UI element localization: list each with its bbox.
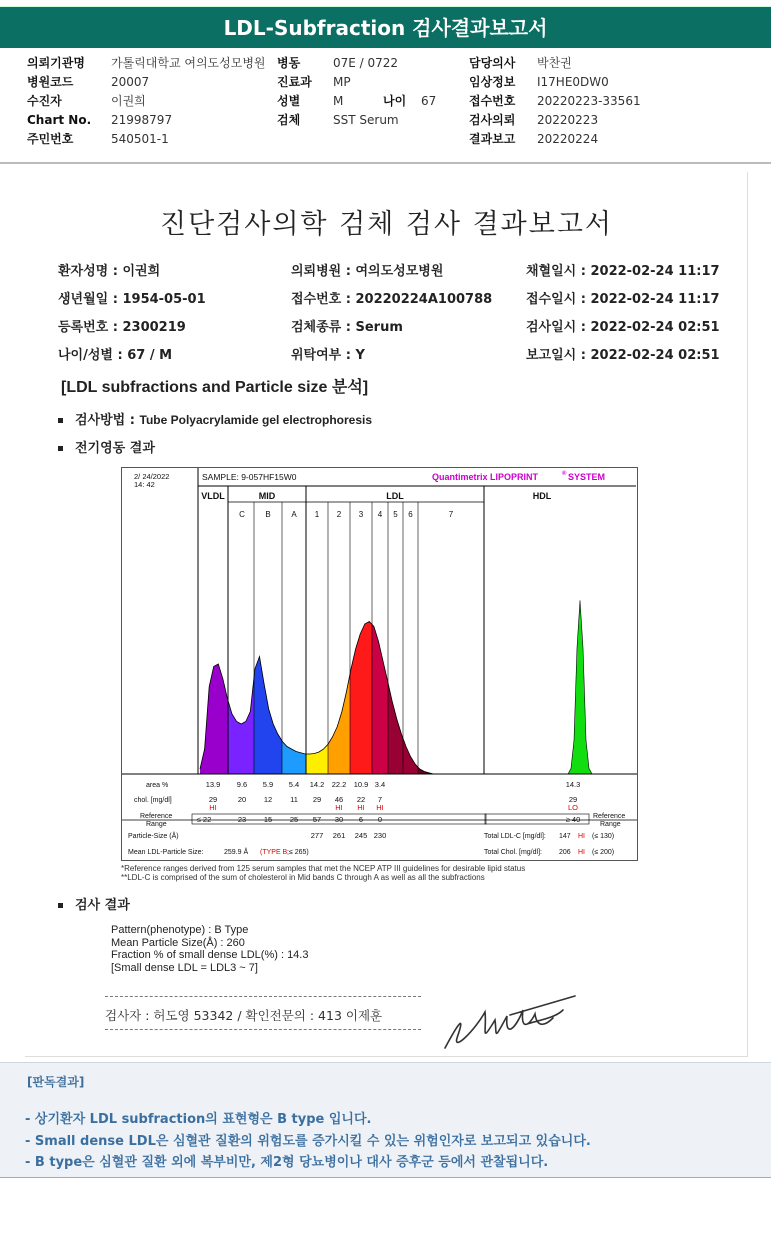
row-label-ref: Range <box>146 821 167 828</box>
band-label: 1 <box>314 510 320 519</box>
row-label-ref-right: Reference <box>593 813 626 820</box>
id-value: 540501-1 <box>111 132 169 146</box>
reference-value: 57 <box>312 815 322 824</box>
signature-image <box>435 990 585 1060</box>
signature-divider-top <box>105 996 421 997</box>
chart-area-segment <box>418 767 484 774</box>
chart-brand-mark: ® <box>562 471 567 477</box>
hdl-peak <box>568 600 592 774</box>
request-label: 검사의뢰 <box>469 113 516 127</box>
sex-value: M <box>333 94 344 108</box>
chol-value: 7 <box>377 795 383 804</box>
reference-value: 15 <box>263 815 273 824</box>
group-label: MID <box>258 491 276 501</box>
chart-time: 14: 42 <box>134 480 155 489</box>
result-bullet <box>58 894 130 913</box>
band-label: 7 <box>448 510 454 519</box>
mean-size-value: 259.9 Å <box>224 849 249 856</box>
interpretation-line-3: - B type은 심혈관 질환 외에 복부비만, 제2형 당뇨병이나 대사 증후군 등에서 관찰됩니다. <box>25 1155 549 1170</box>
doctor-label: 담당의사 <box>469 56 516 70</box>
total-chol-value: 206 <box>559 849 571 856</box>
group-label: HDL <box>532 491 552 501</box>
reference-value: 0 <box>377 815 383 824</box>
area-value: 9.6 <box>236 780 248 789</box>
total-chol-label: Total Chol. [mg/dl]: <box>484 849 542 856</box>
reference-value: ≤ 22 <box>196 815 212 824</box>
area-value: 3.4 <box>374 780 386 789</box>
band-label: 2 <box>336 510 342 519</box>
band-label: 6 <box>408 510 413 519</box>
section-heading: [LDL subfractions and Particle size 분석] <box>61 379 369 396</box>
receipt-value: 20220223-33561 <box>537 94 641 108</box>
chart-area-segment <box>350 622 372 774</box>
type-ref: ;≤ 265) <box>287 849 309 856</box>
receipt-label: 접수번호 <box>469 94 516 108</box>
band-label: B <box>265 510 271 519</box>
row-label-ref: Reference <box>140 813 173 820</box>
chart-brand-tail: SYSTEM <box>568 472 606 482</box>
report-date-value: 20220224 <box>537 132 599 146</box>
specimen-label: 검체 <box>277 113 301 127</box>
bullet-icon <box>58 903 63 908</box>
band-label: C <box>239 510 245 519</box>
band-label: 3 <box>358 510 364 519</box>
interpretation-heading: [판독결과] <box>27 1075 85 1089</box>
request-value: 20220223 <box>537 113 599 127</box>
chol-value: 46 <box>334 795 344 804</box>
footnote-1: *Reference ranges derived from 125 serum samples that met the NCEP ATP III guidelines for desirable lipid status <box>121 864 526 873</box>
hospital-label: 의뢰기관명 <box>27 56 85 70</box>
age-value: 67 <box>421 94 437 108</box>
reference-value: 23 <box>237 815 247 824</box>
report-title: 진단검사의학 검체 검사 결과보고서 <box>160 209 613 240</box>
reference-value: ≥ 40 <box>565 815 581 824</box>
reference-value: 6 <box>358 815 364 824</box>
outsourced: 위탁여부 : Y <box>291 348 365 363</box>
header-col-1 <box>27 54 266 149</box>
collected-time: 채혈일시 : 2022-02-24 11:17 <box>526 264 720 279</box>
code-value: 20007 <box>111 75 150 89</box>
band-label: 5 <box>393 510 398 519</box>
report-date-label: 결과보고 <box>469 132 516 146</box>
row-label-ref-right: Range <box>600 821 621 828</box>
ref-hospital: 의뢰병원 : 여의도성모병원 <box>291 264 444 279</box>
particle-size-value: 261 <box>332 831 346 840</box>
total-chol-ref: (≤ 200) <box>592 849 615 856</box>
total-ldl-label: Total LDL-C [mg/dl]: <box>484 833 546 840</box>
method-bullet <box>58 409 372 428</box>
results-block <box>111 924 308 974</box>
header-col-2 <box>277 54 436 130</box>
chart-sample: SAMPLE: 9-057HF15W0 <box>202 472 297 482</box>
received-time: 접수일시 : 2022-02-24 11:17 <box>526 292 720 307</box>
clinical-value: I17HE0DW0 <box>537 75 609 89</box>
tested-time: 검사일시 : 2022-02-24 02:51 <box>526 320 720 335</box>
page-title: LDL-Subfraction 검사결과보고서 <box>0 6 771 48</box>
chol-value: 29 <box>568 795 578 804</box>
chol-value: 20 <box>237 795 247 804</box>
chart-area-segment <box>306 744 328 774</box>
chart-date: 2/ 24/2022 <box>134 472 170 481</box>
ward-value: 07E / 0722 <box>333 56 399 70</box>
age-sex: 나이/성별 : 67 / M <box>58 348 173 363</box>
result-line: Pattern(phenotype) : B Type <box>111 924 249 936</box>
chol-value: 12 <box>263 795 273 804</box>
row-label-psize: Particle-Size (Å) <box>128 833 179 840</box>
chart-area-segment <box>254 658 282 774</box>
receipt-number: 접수번호 : 20220224A100788 <box>291 292 493 307</box>
interpretation-line-1: - 상기환자 LDL subfraction의 표현형은 B type 입니다. <box>25 1112 372 1127</box>
patient-value: 이권희 <box>111 94 146 108</box>
ward-label: 병동 <box>277 56 301 70</box>
footnote-2: **LDL-C is comprised of the sum of cholesterol in Mid bands C through A as well as all the subfractions <box>121 873 485 882</box>
result-label: 검사 결과 <box>75 898 130 913</box>
band-label: A <box>291 510 297 519</box>
band-label: 4 <box>377 510 383 519</box>
electro-label: 전기영동 결과 <box>75 441 155 456</box>
patient-label: 수진자 <box>27 94 62 108</box>
chart-brand: Quantimetrix LIPOPRINT <box>432 472 539 482</box>
area-value: 14.3 <box>565 780 581 789</box>
group-label: LDL <box>386 491 404 501</box>
chol-value: 29 <box>312 795 322 804</box>
total-ldl-value: 147 <box>559 833 571 840</box>
particle-size-value: 277 <box>310 831 324 840</box>
chart-svg <box>122 468 637 860</box>
result-line: Fraction % of small dense LDL(%) : 14.3 <box>111 949 309 961</box>
signature-divider-bottom <box>105 1029 421 1030</box>
row-label-area: area % <box>146 782 169 789</box>
interpretation-line-2: - Small dense LDL은 심혈관 질환의 위험도를 증가시킬 수 있는 위험인자로 보고되고 있습니다. <box>25 1134 591 1149</box>
chart-area-segment <box>228 678 254 774</box>
chol-flag: LO <box>567 803 579 812</box>
tester-line: 검사자 : 허도영 53342 / 확인전문의 : 413 이제훈 <box>105 1008 383 1023</box>
chol-value: 22 <box>356 795 366 804</box>
chart-area-segment <box>282 741 306 774</box>
chart-label: Chart No. <box>27 113 92 127</box>
registration-number: 등록번호 : 2300219 <box>58 320 186 335</box>
result-line: Mean Particle Size(Å) : 260 <box>111 936 245 949</box>
hospital-value: 가톨릭대학교 여의도성모병원 <box>111 56 266 70</box>
lipoprint-chart <box>121 467 638 861</box>
specimen-value: SST Serum <box>333 113 399 127</box>
chart-area-segment <box>200 664 228 774</box>
row-label-mean: Mean LDL-Particle Size: <box>128 849 204 856</box>
result-line: [Small dense LDL = LDL3 ~ 7] <box>111 961 258 974</box>
area-value: 14.2 <box>309 780 325 789</box>
id-label: 주민번호 <box>27 132 74 146</box>
code-label: 병원코드 <box>27 75 74 89</box>
report-document <box>25 172 748 1057</box>
chol-value: 11 <box>290 795 298 804</box>
dept-label: 진료과 <box>277 75 312 89</box>
patient-name: 환자성명 : 이권희 <box>58 264 161 279</box>
header-col-3 <box>469 54 641 149</box>
specimen-type: 검체종류 : Serum <box>291 320 403 335</box>
doctor-value: 박찬권 <box>537 56 572 70</box>
reference-value: 30 <box>334 815 344 824</box>
age-label: 나이 <box>383 94 407 108</box>
footnotes <box>121 864 525 882</box>
chol-value: 29 <box>208 795 218 804</box>
method-label: 검사방법 : <box>75 413 135 428</box>
row-label-chol: chol. [mg/dl] <box>134 797 172 804</box>
total-chol-flag: HI <box>578 849 585 856</box>
group-label: VLDL <box>201 491 225 501</box>
reported-time: 보고일시 : 2022-02-24 02:51 <box>526 348 720 363</box>
total-ldl-ref: (≤ 130) <box>592 833 615 840</box>
bullet-icon <box>58 418 63 423</box>
chol-flag: HI <box>335 803 343 812</box>
type-text: (TYPE B <box>260 849 288 856</box>
area-value: 10.9 <box>353 780 369 789</box>
reference-value: 25 <box>289 815 299 824</box>
header-divider <box>0 162 771 164</box>
chart-fill-layer <box>200 600 592 774</box>
method-value: Tube Polyacrylamide gel electrophoresis <box>139 413 373 427</box>
chol-flag: HI <box>376 803 384 812</box>
bullet-icon <box>58 446 63 451</box>
area-value: 5.9 <box>262 780 274 789</box>
particle-size-value: 230 <box>373 831 387 840</box>
particle-size-value: 245 <box>354 831 368 840</box>
area-value: 13.9 <box>205 780 221 789</box>
total-ldl-flag: HI <box>578 833 585 840</box>
area-value: 5.4 <box>288 780 300 789</box>
dept-value: MP <box>333 75 351 89</box>
sex-label: 성별 <box>277 94 301 108</box>
electro-bullet <box>58 437 155 456</box>
chol-flag: HI <box>357 803 365 812</box>
area-value: 22.2 <box>331 780 347 789</box>
birth-date: 생년월일 : 1954-05-01 <box>58 292 206 307</box>
chol-flag: HI <box>209 803 217 812</box>
clinical-label: 임상정보 <box>469 75 516 89</box>
chart-value: 21998797 <box>111 113 173 127</box>
